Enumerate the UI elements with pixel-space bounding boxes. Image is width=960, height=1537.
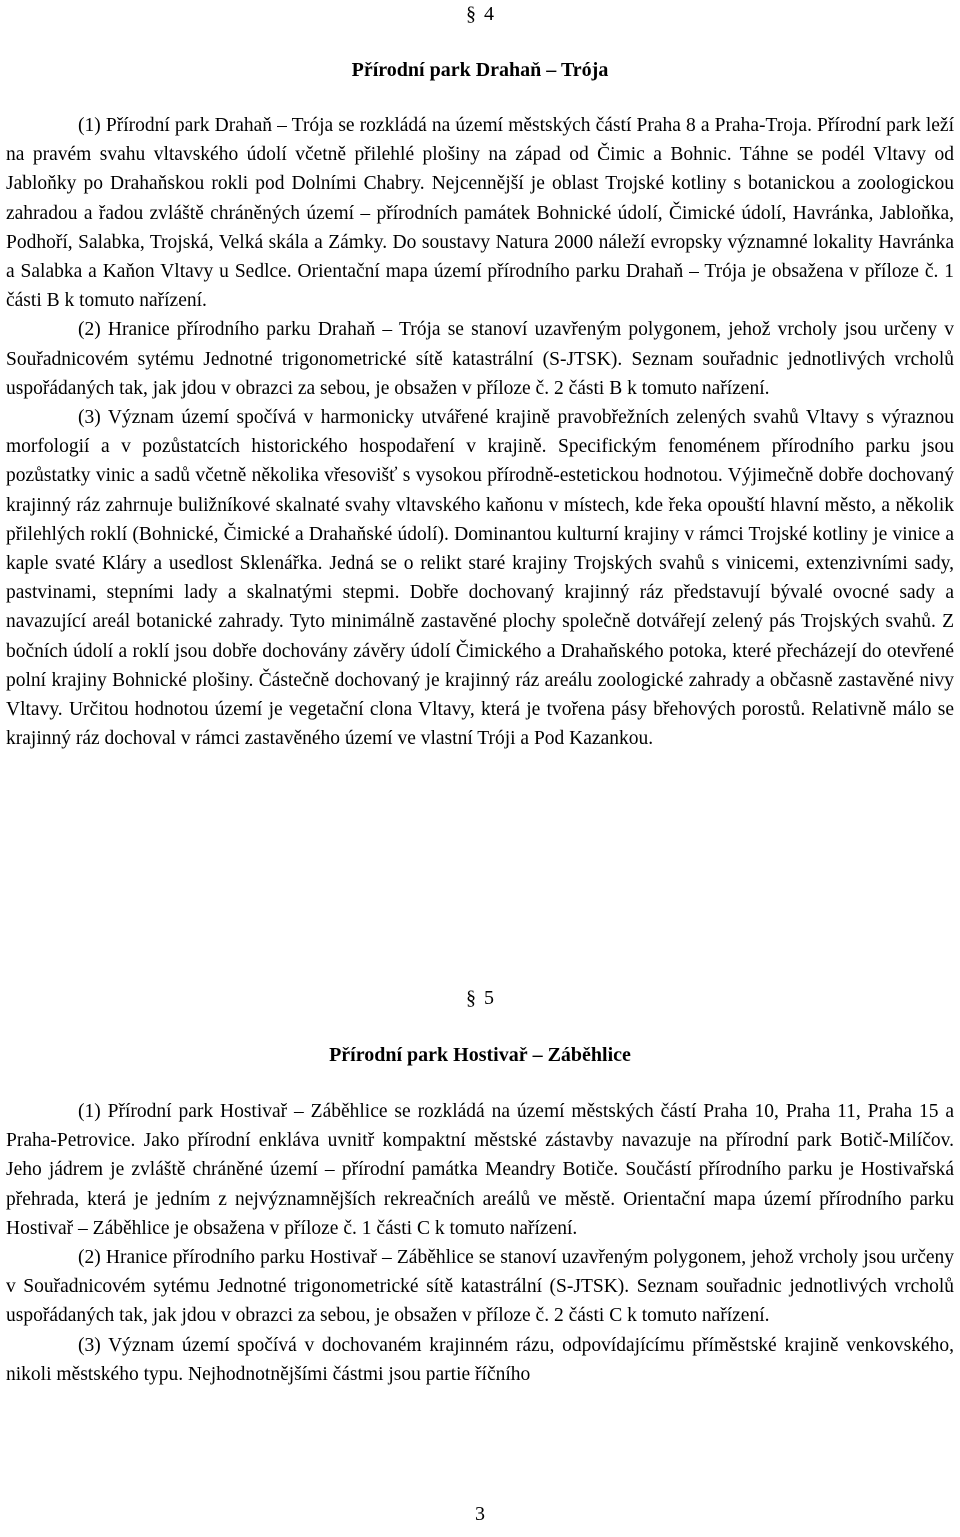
paragraph: (1) Přírodní park Hostivař – Záběhlice se rozkládá na území městských částí Praha 10, Praha 11, Praha 15 a Praha-Petrovice. Jako přírodní enkláva uvnitř kompaktní městské zástavby navazuje na přírodní park Botič-Milíčov. Jeho jádrem je zvláště chráněné území – přírodní památka Meandry Botiče. Součástí přírodního parku je Hostivařská přehrada, která je jedním z nejvýznamnějších rekreačních areálů ve městě. Orientační mapa území přírodního parku Hostivař – Záběhlice je obsažena v příloze č. 1 části C k tomuto nařízení.	[6, 1101, 954, 1239]
section-5-heading	[0, 984, 960, 1013]
section-5-body	[6, 1097, 954, 1389]
paragraph: (1) Přírodní park Drahaň – Trója se rozkládá na území městských částí Praha 8 a Praha-Troja. Přírodní park leží na pravém svahu vltavského údolí včetně přilehlé plošiny na západ od Čimic a Bohnic. Táhne se podél Vltavy od Jabloňky po Drahaňskou rokli pod Dolními Chabry. Nejcennější je oblast Trojské kotliny s botanickou a zoologickou zahradou a řadou zvláště chráněných území – přírodních památek Bohnické údolí, Čimické údolí, Havránka, Jabloňka, Podhoří, Salabka, Trojská, Velká skála a Zámky. Do soustavy Natura 2000 náleží evropsky významné lokality Havránka a Salabka a Kaňon Vltavy u Sedlce. Orientační mapa území přírodního parku Drahaň – Trója je obsažena v příloze č. 1 části B k tomuto nařízení.	[6, 115, 954, 312]
section-symbol: §	[466, 3, 476, 25]
section-4-heading	[0, 0, 960, 29]
section-5-title: Přírodní park Hostivař – Záběhlice	[329, 1044, 631, 1066]
paragraph: (2) Hranice přírodního parku Drahaň – Trója se stanoví uzavřeným polygonem, jehož vrcholy jsou určeny v Souřadnicovém sytému Jednotné trigonometrické sítě katastrální (S-JTSK). Seznam souřadnic jednotlivých vrcholů uspořádaných tak, jak jdou v obrazci za sebou, je obsažen v příloze č. 2 části B k tomuto nařízení.	[6, 319, 954, 399]
section-number: 5	[484, 987, 494, 1009]
section-number: 4	[484, 3, 494, 25]
section-4-body	[6, 111, 954, 753]
paragraph: (2) Hranice přírodního parku Hostivař – Záběhlice se stanoví uzavřeným polygonem, jehož vrcholy jsou určeny v Souřadnicovém sytému Jednotné trigonometrické sítě katastrální (S-JTSK). Seznam souřadnic jednotlivých vrcholů uspořádaných tak, jak jdou v obrazci za sebou, je obsažen v příloze č. 2 části C k tomuto nařízení.	[6, 1247, 954, 1327]
section-symbol: §	[466, 987, 476, 1009]
section-4-title: Přírodní park Drahaň – Trója	[351, 59, 609, 81]
paragraph: (3) Význam území spočívá v dochovaném krajinném rázu, odpovídajícímu příměstské krajině venkovského, nikoli městského typu. Nejhodnotnějšími částmi jsou partie říčního	[6, 1334, 954, 1385]
page-number: 3	[475, 1503, 485, 1525]
paragraph: (3) Význam území spočívá v harmonicky utvářené krajině pravobřežních zelených svahů Vltavy s výraznou morfologií a v pozůstatcích historického hospodaření v krajině. Specifickým fenoménem přírodního parku jsou pozůstatky vinic a sadů včetně několika vřesovišť s vysokou přírodně-estetickou hodnotou. Výjimečně dobře dochovaný krajinný ráz zahrnuje buližníkové skalnaté svahy vltavského kaňonu v místech, kde řeka opouští hlavní město, a několik přilehlých roklí (Bohnické, Čimické a Drahaňské údolí). Dominantou kulturní krajiny v rámci Trojské kotliny je vinice a kaple svaté Kláry a usedlost Sklenářka. Jedná se o relikt staré krajiny Trojských svahů s vinicemi, extenzivními sady, pastvinami, stepními lady a skalnatými stepmi. Dobře dochovaný krajinný ráz představují bývalé ovocné sady a navazující areál botanické zahrady. Tyto minimálně zastavěné plochy společně dotvářejí zelený pás Trojských svahů. Z bočních údolí a roklí jsou dobře dochovány závěry údolí Čimického a Drahaňského potoka, které přecházejí do otevřené polní krajiny Bohnické plošiny. Částečně dochovaný je krajinný ráz areálu zoologické zahrady a občasně zastavěné nivy Vltavy. Určitou hodnotou území je vegetační clona Vltavy, která je tvořena pásy břehových porostů. Relativně málo se krajinný ráz dochoval v rámci zastavěného území ve vlastní Tróji a Pod Kazankou.	[6, 407, 954, 750]
